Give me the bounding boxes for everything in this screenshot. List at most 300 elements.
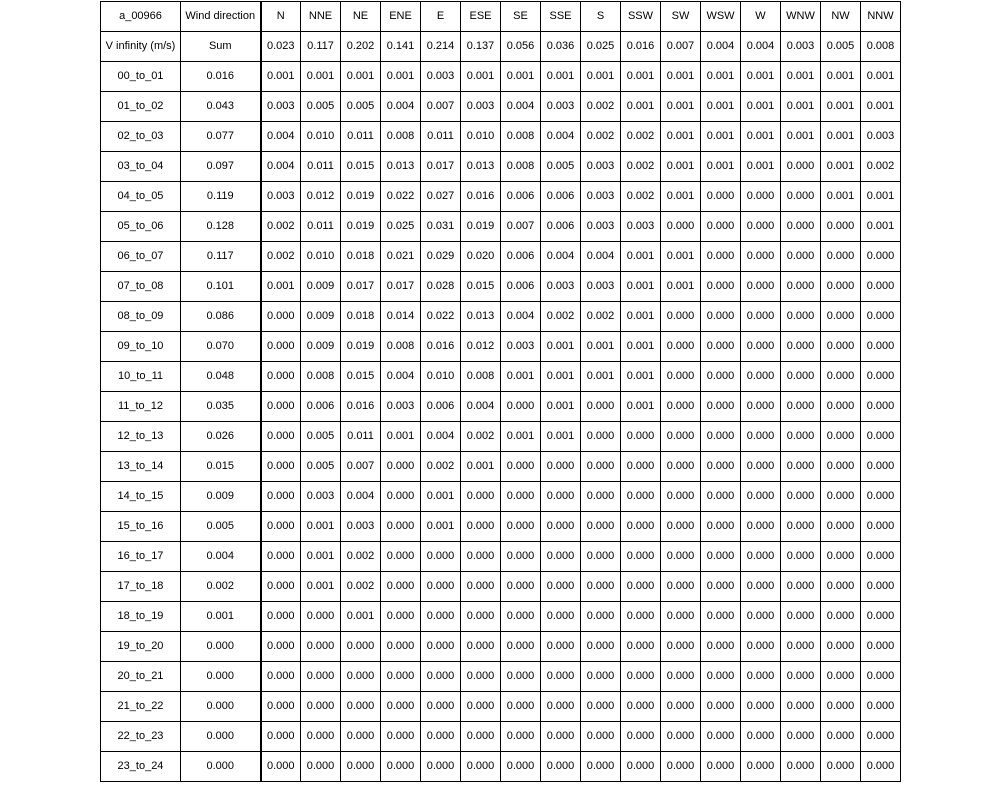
frequency-cell: 0.002 <box>581 302 621 332</box>
frequency-cell: 0.016 <box>421 332 461 362</box>
frequency-cell: 0.000 <box>341 722 381 752</box>
table-row <box>101 122 901 152</box>
frequency-cell: 0.006 <box>301 392 341 422</box>
frequency-cell: 0.000 <box>821 512 861 542</box>
direction-header-cell: E <box>421 2 461 32</box>
frequency-cell: 0.000 <box>741 362 781 392</box>
frequency-cell: 0.002 <box>541 302 581 332</box>
frequency-cell: 0.019 <box>341 212 381 242</box>
frequency-cell: 0.009 <box>301 272 341 302</box>
wind-direction-header: Wind direction <box>181 2 261 32</box>
frequency-cell: 0.001 <box>661 122 701 152</box>
frequency-cell: 0.000 <box>861 452 901 482</box>
speed-range-cell: 15_to_16 <box>101 512 181 542</box>
frequency-cell: 0.000 <box>781 452 821 482</box>
frequency-cell: 0.010 <box>421 362 461 392</box>
frequency-cell: 0.001 <box>621 92 661 122</box>
frequency-cell: 0.001 <box>581 62 621 92</box>
frequency-cell: 0.000 <box>501 692 541 722</box>
frequency-cell: 0.000 <box>861 242 901 272</box>
frequency-cell: 0.002 <box>341 572 381 602</box>
frequency-cell: 0.000 <box>821 272 861 302</box>
frequency-cell: 0.000 <box>661 662 701 692</box>
sum-row <box>101 32 901 62</box>
frequency-cell: 0.000 <box>381 662 421 692</box>
frequency-cell: 0.002 <box>861 152 901 182</box>
frequency-cell: 0.000 <box>821 752 861 782</box>
direction-sum-cell: 0.003 <box>781 32 821 62</box>
table-row <box>101 482 901 512</box>
frequency-cell: 0.000 <box>701 272 741 302</box>
row-sum-cell: 0.015 <box>181 452 261 482</box>
frequency-cell: 0.000 <box>741 572 781 602</box>
frequency-cell: 0.001 <box>541 362 581 392</box>
frequency-cell: 0.000 <box>621 452 661 482</box>
frequency-cell: 0.000 <box>701 332 741 362</box>
frequency-cell: 0.015 <box>341 362 381 392</box>
frequency-cell: 0.000 <box>781 692 821 722</box>
frequency-cell: 0.000 <box>701 242 741 272</box>
direction-sum-cell: 0.214 <box>421 32 461 62</box>
frequency-cell: 0.001 <box>621 362 661 392</box>
frequency-cell: 0.013 <box>461 302 501 332</box>
frequency-cell: 0.000 <box>701 362 741 392</box>
frequency-cell: 0.000 <box>541 512 581 542</box>
sum-label: Sum <box>181 32 261 62</box>
frequency-cell: 0.000 <box>421 542 461 572</box>
wind-frequency-table-container <box>100 1 900 782</box>
frequency-cell: 0.003 <box>541 272 581 302</box>
direction-header-cell: SW <box>661 2 701 32</box>
frequency-cell: 0.000 <box>741 332 781 362</box>
frequency-cell: 0.000 <box>581 392 621 422</box>
frequency-cell: 0.000 <box>461 602 501 632</box>
frequency-cell: 0.001 <box>621 302 661 332</box>
table-row <box>101 272 901 302</box>
direction-header-cell: SSE <box>541 2 581 32</box>
frequency-cell: 0.001 <box>741 62 781 92</box>
frequency-cell: 0.000 <box>381 602 421 632</box>
frequency-cell: 0.000 <box>661 572 701 602</box>
frequency-cell: 0.019 <box>341 332 381 362</box>
frequency-cell: 0.001 <box>621 242 661 272</box>
frequency-cell: 0.011 <box>301 152 341 182</box>
table-row <box>101 422 901 452</box>
direction-sum-cell: 0.007 <box>661 32 701 62</box>
frequency-cell: 0.000 <box>341 632 381 662</box>
table-row <box>101 662 901 692</box>
frequency-cell: 0.001 <box>821 182 861 212</box>
direction-header-cell: SE <box>501 2 541 32</box>
frequency-cell: 0.021 <box>381 242 421 272</box>
frequency-cell: 0.000 <box>541 572 581 602</box>
row-sum-cell: 0.002 <box>181 572 261 602</box>
frequency-cell: 0.000 <box>781 722 821 752</box>
direction-header-cell: WNW <box>781 2 821 32</box>
frequency-cell: 0.000 <box>741 722 781 752</box>
frequency-cell: 0.019 <box>461 212 501 242</box>
frequency-cell: 0.016 <box>341 392 381 422</box>
row-sum-cell: 0.048 <box>181 362 261 392</box>
frequency-cell: 0.000 <box>821 362 861 392</box>
frequency-cell: 0.000 <box>701 542 741 572</box>
frequency-cell: 0.000 <box>581 752 621 782</box>
frequency-cell: 0.001 <box>661 242 701 272</box>
table-row <box>101 572 901 602</box>
frequency-cell: 0.000 <box>261 632 301 662</box>
frequency-cell: 0.000 <box>621 482 661 512</box>
frequency-cell: 0.000 <box>741 512 781 542</box>
frequency-cell: 0.000 <box>741 482 781 512</box>
frequency-cell: 0.000 <box>821 482 861 512</box>
frequency-cell: 0.003 <box>581 212 621 242</box>
frequency-cell: 0.000 <box>581 512 621 542</box>
frequency-cell: 0.001 <box>421 512 461 542</box>
frequency-cell: 0.003 <box>461 92 501 122</box>
frequency-cell: 0.003 <box>341 512 381 542</box>
frequency-cell: 0.000 <box>341 692 381 722</box>
frequency-cell: 0.005 <box>301 92 341 122</box>
row-sum-cell: 0.119 <box>181 182 261 212</box>
frequency-cell: 0.001 <box>461 452 501 482</box>
direction-header-cell: NNE <box>301 2 341 32</box>
table-row <box>101 512 901 542</box>
frequency-cell: 0.001 <box>661 62 701 92</box>
speed-range-cell: 23_to_24 <box>101 752 181 782</box>
frequency-cell: 0.000 <box>741 692 781 722</box>
speed-range-cell: 14_to_15 <box>101 482 181 512</box>
frequency-cell: 0.000 <box>381 632 421 662</box>
frequency-cell: 0.000 <box>581 722 621 752</box>
frequency-cell: 0.000 <box>661 542 701 572</box>
frequency-cell: 0.000 <box>861 662 901 692</box>
row-sum-cell: 0.128 <box>181 212 261 242</box>
frequency-cell: 0.000 <box>541 662 581 692</box>
frequency-cell: 0.000 <box>781 242 821 272</box>
frequency-cell: 0.000 <box>661 722 701 752</box>
direction-sum-cell: 0.016 <box>621 32 661 62</box>
frequency-cell: 0.000 <box>461 482 501 512</box>
frequency-cell: 0.000 <box>781 392 821 422</box>
frequency-cell: 0.000 <box>821 632 861 662</box>
frequency-cell: 0.000 <box>661 752 701 782</box>
frequency-cell: 0.000 <box>741 422 781 452</box>
frequency-cell: 0.001 <box>301 62 341 92</box>
frequency-cell: 0.000 <box>861 512 901 542</box>
direction-sum-cell: 0.004 <box>741 32 781 62</box>
row-sum-cell: 0.000 <box>181 752 261 782</box>
frequency-cell: 0.001 <box>661 92 701 122</box>
frequency-cell: 0.000 <box>541 482 581 512</box>
row-sum-cell: 0.000 <box>181 722 261 752</box>
table-row <box>101 452 901 482</box>
frequency-cell: 0.000 <box>861 482 901 512</box>
frequency-cell: 0.000 <box>781 332 821 362</box>
frequency-cell: 0.001 <box>301 512 341 542</box>
frequency-cell: 0.000 <box>581 692 621 722</box>
frequency-cell: 0.000 <box>261 752 301 782</box>
frequency-cell: 0.020 <box>461 242 501 272</box>
frequency-cell: 0.003 <box>541 92 581 122</box>
frequency-cell: 0.000 <box>621 662 661 692</box>
frequency-cell: 0.000 <box>501 482 541 512</box>
frequency-cell: 0.016 <box>461 182 501 212</box>
frequency-cell: 0.004 <box>581 242 621 272</box>
frequency-cell: 0.000 <box>541 692 581 722</box>
frequency-cell: 0.000 <box>381 692 421 722</box>
row-sum-cell: 0.004 <box>181 542 261 572</box>
frequency-cell: 0.001 <box>701 62 741 92</box>
frequency-cell: 0.000 <box>581 542 621 572</box>
direction-sum-cell: 0.023 <box>261 32 301 62</box>
frequency-cell: 0.000 <box>581 662 621 692</box>
direction-sum-cell: 0.202 <box>341 32 381 62</box>
frequency-cell: 0.000 <box>821 212 861 242</box>
frequency-cell: 0.001 <box>261 272 301 302</box>
frequency-cell: 0.001 <box>781 122 821 152</box>
frequency-cell: 0.010 <box>461 122 501 152</box>
speed-range-cell: 08_to_09 <box>101 302 181 332</box>
frequency-cell: 0.000 <box>781 362 821 392</box>
frequency-cell: 0.000 <box>701 392 741 422</box>
frequency-cell: 0.000 <box>621 632 661 662</box>
frequency-cell: 0.000 <box>461 512 501 542</box>
row-sum-cell: 0.035 <box>181 392 261 422</box>
frequency-cell: 0.000 <box>781 482 821 512</box>
table-row <box>101 602 901 632</box>
frequency-cell: 0.027 <box>421 182 461 212</box>
frequency-cell: 0.007 <box>421 92 461 122</box>
frequency-cell: 0.000 <box>781 302 821 332</box>
frequency-cell: 0.001 <box>301 572 341 602</box>
frequency-cell: 0.000 <box>861 332 901 362</box>
frequency-cell: 0.003 <box>621 212 661 242</box>
frequency-cell: 0.006 <box>501 182 541 212</box>
frequency-cell: 0.000 <box>621 602 661 632</box>
corner-label: a_00966 <box>101 2 181 32</box>
frequency-cell: 0.000 <box>821 722 861 752</box>
frequency-cell: 0.000 <box>621 422 661 452</box>
speed-range-cell: 01_to_02 <box>101 92 181 122</box>
frequency-cell: 0.002 <box>621 152 661 182</box>
frequency-cell: 0.000 <box>261 662 301 692</box>
frequency-cell: 0.000 <box>501 572 541 602</box>
frequency-cell: 0.000 <box>741 212 781 242</box>
frequency-cell: 0.000 <box>741 602 781 632</box>
frequency-cell: 0.000 <box>501 602 541 632</box>
frequency-cell: 0.003 <box>381 392 421 422</box>
frequency-cell: 0.001 <box>741 92 781 122</box>
speed-range-cell: 04_to_05 <box>101 182 181 212</box>
frequency-cell: 0.001 <box>421 482 461 512</box>
frequency-cell: 0.000 <box>661 212 701 242</box>
frequency-cell: 0.001 <box>581 362 621 392</box>
frequency-cell: 0.000 <box>501 542 541 572</box>
frequency-cell: 0.000 <box>461 572 501 602</box>
frequency-cell: 0.000 <box>461 692 501 722</box>
frequency-cell: 0.000 <box>421 722 461 752</box>
frequency-cell: 0.000 <box>861 692 901 722</box>
frequency-cell: 0.000 <box>821 602 861 632</box>
frequency-cell: 0.000 <box>661 692 701 722</box>
frequency-cell: 0.005 <box>301 452 341 482</box>
frequency-cell: 0.000 <box>781 422 821 452</box>
frequency-cell: 0.004 <box>381 362 421 392</box>
frequency-cell: 0.000 <box>701 482 741 512</box>
frequency-cell: 0.001 <box>741 122 781 152</box>
frequency-cell: 0.000 <box>541 542 581 572</box>
speed-range-cell: 05_to_06 <box>101 212 181 242</box>
frequency-cell: 0.000 <box>861 602 901 632</box>
frequency-cell: 0.008 <box>501 152 541 182</box>
frequency-cell: 0.000 <box>261 512 301 542</box>
frequency-cell: 0.001 <box>501 422 541 452</box>
frequency-cell: 0.000 <box>421 602 461 632</box>
frequency-cell: 0.000 <box>781 212 821 242</box>
frequency-cell: 0.000 <box>381 722 421 752</box>
frequency-cell: 0.001 <box>701 92 741 122</box>
frequency-cell: 0.000 <box>821 692 861 722</box>
frequency-cell: 0.001 <box>741 152 781 182</box>
frequency-cell: 0.000 <box>301 662 341 692</box>
speed-range-cell: 00_to_01 <box>101 62 181 92</box>
frequency-cell: 0.002 <box>621 122 661 152</box>
frequency-cell: 0.000 <box>861 572 901 602</box>
frequency-cell: 0.002 <box>261 242 301 272</box>
row-sum-cell: 0.000 <box>181 662 261 692</box>
frequency-cell: 0.003 <box>421 62 461 92</box>
frequency-cell: 0.000 <box>701 512 741 542</box>
frequency-cell: 0.000 <box>781 662 821 692</box>
header-row <box>101 2 901 32</box>
table-row <box>101 242 901 272</box>
frequency-cell: 0.001 <box>621 392 661 422</box>
frequency-cell: 0.000 <box>741 662 781 692</box>
speed-range-cell: 22_to_23 <box>101 722 181 752</box>
frequency-cell: 0.001 <box>701 122 741 152</box>
frequency-cell: 0.001 <box>501 62 541 92</box>
frequency-cell: 0.001 <box>341 62 381 92</box>
frequency-cell: 0.003 <box>581 152 621 182</box>
frequency-cell: 0.000 <box>461 662 501 692</box>
frequency-cell: 0.000 <box>861 722 901 752</box>
frequency-cell: 0.000 <box>621 722 661 752</box>
frequency-cell: 0.000 <box>381 482 421 512</box>
frequency-cell: 0.000 <box>581 632 621 662</box>
row-sum-cell: 0.086 <box>181 302 261 332</box>
frequency-cell: 0.000 <box>581 482 621 512</box>
frequency-cell: 0.003 <box>581 272 621 302</box>
direction-sum-cell: 0.025 <box>581 32 621 62</box>
frequency-cell: 0.000 <box>661 632 701 662</box>
frequency-cell: 0.000 <box>701 602 741 632</box>
frequency-cell: 0.000 <box>781 632 821 662</box>
row-sum-cell: 0.043 <box>181 92 261 122</box>
frequency-cell: 0.000 <box>381 542 421 572</box>
frequency-cell: 0.000 <box>261 602 301 632</box>
frequency-cell: 0.004 <box>261 152 301 182</box>
frequency-cell: 0.000 <box>701 662 741 692</box>
frequency-cell: 0.001 <box>821 92 861 122</box>
frequency-cell: 0.011 <box>341 422 381 452</box>
frequency-cell: 0.001 <box>861 182 901 212</box>
frequency-cell: 0.001 <box>861 62 901 92</box>
frequency-cell: 0.008 <box>381 122 421 152</box>
frequency-cell: 0.001 <box>621 62 661 92</box>
frequency-cell: 0.000 <box>861 632 901 662</box>
frequency-cell: 0.007 <box>501 212 541 242</box>
frequency-cell: 0.002 <box>581 122 621 152</box>
wind-frequency-table <box>100 1 901 782</box>
frequency-cell: 0.000 <box>621 692 661 722</box>
frequency-cell: 0.013 <box>461 152 501 182</box>
frequency-cell: 0.004 <box>261 122 301 152</box>
frequency-cell: 0.000 <box>701 212 741 242</box>
frequency-cell: 0.001 <box>661 152 701 182</box>
frequency-cell: 0.000 <box>581 422 621 452</box>
frequency-cell: 0.000 <box>301 722 341 752</box>
frequency-cell: 0.001 <box>621 332 661 362</box>
frequency-cell: 0.000 <box>261 482 301 512</box>
frequency-cell: 0.000 <box>541 752 581 782</box>
row-sum-cell: 0.070 <box>181 332 261 362</box>
speed-range-cell: 03_to_04 <box>101 152 181 182</box>
frequency-cell: 0.001 <box>701 152 741 182</box>
frequency-cell: 0.015 <box>461 272 501 302</box>
frequency-cell: 0.000 <box>261 362 301 392</box>
frequency-cell: 0.001 <box>821 122 861 152</box>
table-row <box>101 182 901 212</box>
frequency-cell: 0.000 <box>501 662 541 692</box>
frequency-cell: 0.000 <box>501 452 541 482</box>
table-row <box>101 752 901 782</box>
frequency-cell: 0.000 <box>741 452 781 482</box>
frequency-cell: 0.000 <box>781 272 821 302</box>
frequency-cell: 0.000 <box>661 392 701 422</box>
direction-header-cell: N <box>261 2 301 32</box>
frequency-cell: 0.012 <box>461 332 501 362</box>
frequency-cell: 0.000 <box>861 542 901 572</box>
frequency-cell: 0.006 <box>541 212 581 242</box>
frequency-cell: 0.010 <box>301 122 341 152</box>
frequency-cell: 0.001 <box>781 92 821 122</box>
row-sum-cell: 0.009 <box>181 482 261 512</box>
frequency-cell: 0.000 <box>501 392 541 422</box>
frequency-cell: 0.000 <box>821 662 861 692</box>
frequency-cell: 0.001 <box>541 332 581 362</box>
frequency-cell: 0.017 <box>421 152 461 182</box>
frequency-cell: 0.000 <box>261 572 301 602</box>
frequency-cell: 0.000 <box>541 632 581 662</box>
frequency-cell: 0.000 <box>261 392 301 422</box>
table-row <box>101 542 901 572</box>
table-row <box>101 62 901 92</box>
frequency-cell: 0.000 <box>661 452 701 482</box>
frequency-cell: 0.003 <box>501 332 541 362</box>
frequency-cell: 0.000 <box>421 692 461 722</box>
frequency-cell: 0.001 <box>821 152 861 182</box>
frequency-cell: 0.009 <box>301 332 341 362</box>
frequency-cell: 0.000 <box>421 632 461 662</box>
frequency-cell: 0.000 <box>381 752 421 782</box>
frequency-cell: 0.013 <box>381 152 421 182</box>
direction-sum-cell: 0.005 <box>821 32 861 62</box>
frequency-cell: 0.022 <box>381 182 421 212</box>
frequency-cell: 0.006 <box>541 182 581 212</box>
speed-range-cell: 18_to_19 <box>101 602 181 632</box>
table-row <box>101 332 901 362</box>
frequency-cell: 0.001 <box>541 422 581 452</box>
